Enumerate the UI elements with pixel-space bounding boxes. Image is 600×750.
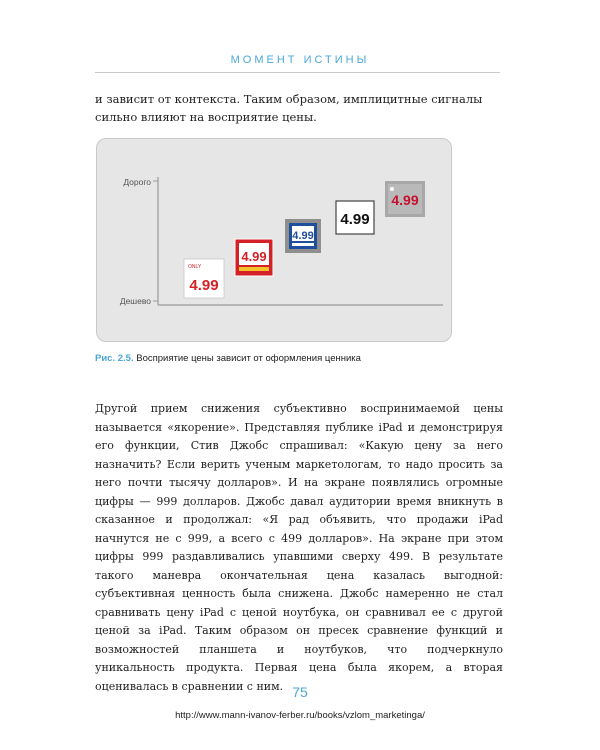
axis-label-cheap: Дешево [119,296,151,306]
axis-label-expensive: Дорого [123,177,151,187]
intro-paragraph: и зависит от контекста. Таким образом, имплицитные сигналы сильно влияют на восприятие цены. [95,92,483,124]
price-tag-4 [336,201,374,234]
body-paragraph [95,400,503,696]
price-tag-1-price: 4.99 [189,277,219,294]
price-tag-5 [385,181,425,217]
price-tag-2 [235,239,273,276]
footer-url: http://www.mann-ivanov-ferber.ru/books/vzlom_marketinga/ [175,710,425,721]
price-tag-3-price: 4.99 [292,230,314,242]
body-paragraph-text: Другой прием снижения субъективно воспринимаемой цены называется «якорение». Представляя публике iPad и демонстрируя его функции, Стив Джобс спрашивал: «Какую цену за него назначить? Если верить ученым маркетологам, то надо просить за него почти тысячу долларов». И на экране появлялись огромные цифры — 999 долларов. Джобс давал аудитории время вникнуть в сказанное и продолжал: «Я рад объявить, что продажи iPad начнутся не с 999, а всего с 499 долларов». На экране при этом цифры 999 раздавливались упавшими сверху 499. В результате такого маневра окончательная цена казалась выгодной: субъективная ценность была снижена. Джобс намеренно не стал сравнивать цену iPad с ценой ноутбука, он сравнивал ее с другой ценой за iPad. Таким образом он пресек сравнение функций и возможностей планшета и ноутбуков, что подчеркнуло уникальность продукта. Первая цена была якорем, а вторая оценивалась в сравнении с ним. [95,402,503,693]
price-tag-4-price: 4.99 [340,211,370,228]
price-chart [97,139,451,341]
figure-price-perception [96,138,452,342]
price-tag-1 [184,259,224,298]
page-number: 75 [292,684,308,700]
figure-caption [95,353,495,364]
price-tag-5-price: 4.99 [391,192,419,208]
price-tag-1-note: ONLY [188,264,202,270]
running-header: МОМЕНТ ИСТИНЫ [230,54,370,66]
price-tag-3 [285,219,321,253]
price-tag-2-price: 4.99 [241,249,267,264]
caption-number: Рис. 2.5. [95,353,134,364]
caption-text: Восприятие цены зависит от оформления ценника [136,353,361,364]
header-divider [95,72,500,73]
